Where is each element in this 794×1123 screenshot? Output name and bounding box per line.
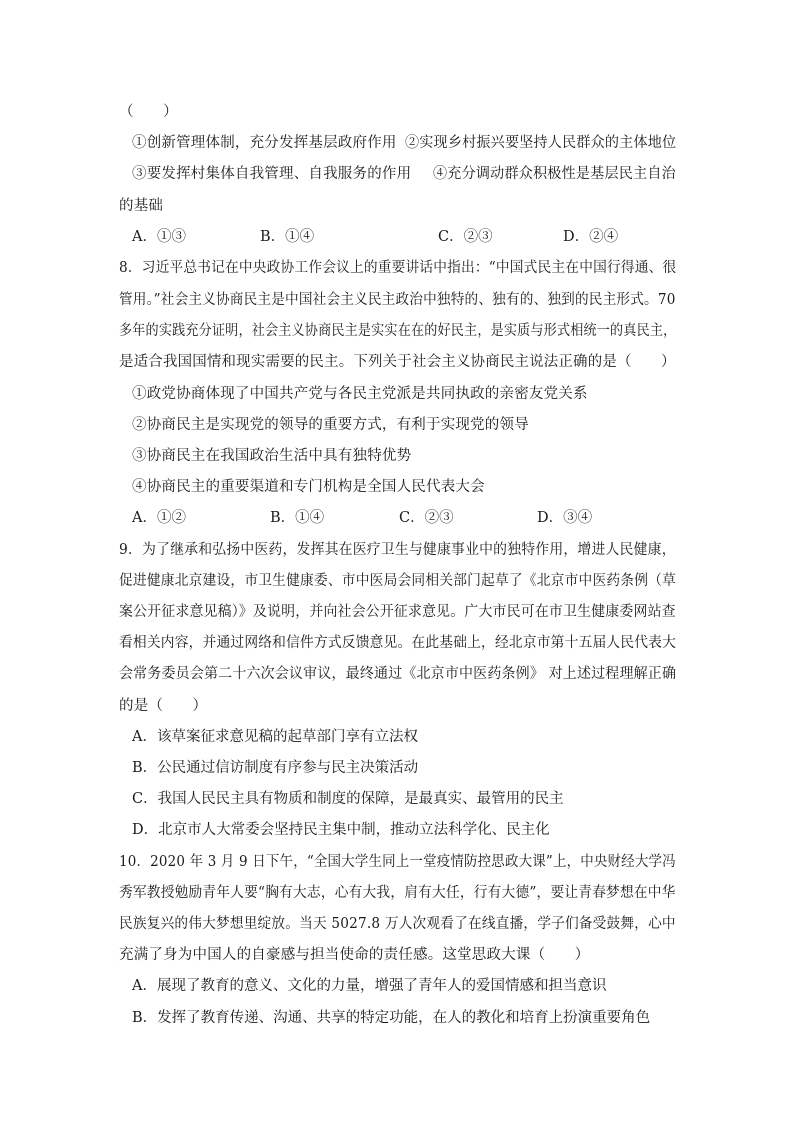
- q7-option-a: A．①③: [132, 229, 186, 245]
- q8-stem-line: 是适合我国国情和现实需要的民主。下列关于社会主义协商民主说法正确的是（ ）: [119, 354, 676, 370]
- q10-stem-line: 秀军教授勉励青年人要“胸有大志，心有大我，肩有大任，行有大德”，要让青春梦想在中华: [119, 885, 676, 901]
- q10-stem-line: 10．2020 年 3 月 9 日下午，“全国大学生同上一堂疫情防控思政大课”上，中央财经大学冯: [119, 854, 676, 870]
- q8-stem-line: 管用。”社会主义协商民主是中国社会主义民主政治中独特的、独有的、独到的民主形式。70: [119, 292, 676, 308]
- q9-option-c: C．我国人民民主具有物质和制度的保障，是最真实、最管用的民主: [132, 791, 564, 807]
- q7-option-c: C．②③: [438, 229, 493, 245]
- q9-stem-line: 会常务委员会第二十六次会议审议，最终通过《北京市中医药条例》 对上述过程理解正确: [119, 666, 677, 682]
- q8-option-b: B．①④: [270, 510, 325, 526]
- q9-option-a: A．该草案征求意见稿的起草部门享有立法权: [132, 729, 418, 745]
- q7-item-2: ②实现乡村振兴要坚持人民群众的主体地位: [405, 135, 677, 151]
- q7-item-4-cont: 的基础: [119, 198, 164, 214]
- q8-option-c: C．②③: [399, 510, 454, 526]
- q8-stem-line: 8．习近平总书记在中央政协工作会议上的重要讲话中指出：“中国式民主在中国行得通、很: [119, 260, 677, 276]
- q8-stem-line: 多年的实践充分证明，社会主义协商民主是实实在在的好民主，是实质与形式相统一的真民主，: [119, 323, 677, 339]
- q9-stem-line: 促进健康北京建设，市卫生健康委、市中医局会同相关部门起草了《北京市中医药条例（草: [119, 573, 677, 589]
- q9-option-b: B．公民通过信访制度有序参与民主决策活动: [132, 760, 419, 776]
- q8-option-a: A．①②: [132, 510, 186, 526]
- q8-item-2: ②协商民主是实现党的领导的重要方式，有利于实现党的领导: [132, 417, 529, 433]
- q9-stem-line: 看相关内容，并通过网络和信件方式反馈意见。在此基础上，经北京市第十五届人民代表大: [119, 635, 677, 651]
- q9-stem-line: 的是（ ）: [119, 698, 208, 714]
- q10-option-b: B．发挥了教育传递、沟通、共享的特定功能，在人的教化和培育上扮演重要角色: [132, 1010, 651, 1026]
- q8-item-4: ④协商民主的重要渠道和专门机构是全国人民代表大会: [132, 479, 485, 495]
- q8-item-3: ③协商民主在我国政治生活中具有独特优势: [132, 448, 412, 464]
- q7-option-d: D．②④: [563, 229, 619, 245]
- q10-option-a: A．展现了教育的意义、文化的力量，增强了青年人的爱国情感和担当意识: [132, 978, 607, 994]
- q7-item-1: ①创新管理体制，充分发挥基层政府作用: [132, 135, 397, 151]
- q8-item-1: ①政党协商体现了中国共产党与各民主党派是共同执政的亲密友党关系: [132, 386, 588, 402]
- q10-stem-line: 充满了身为中国人的自豪感与担当使命的责任感。这堂思政大课（ ）: [119, 947, 590, 963]
- q9-stem-line: 案公开征求意见稿）》及说明，并向社会公开征求意见。广大市民可在市卫生健康委网站查: [119, 604, 676, 620]
- q10-stem-line: 民族复兴的伟大梦想里绽放。当天 5027.8 万人次观看了在线直播，学子们备受鼓舞，心中: [119, 916, 676, 932]
- q7-option-b: B．①④: [260, 229, 315, 245]
- q9-stem-line: 9．为了继承和弘扬中医药，发挥其在医疗卫生与健康事业中的独特作用，增进人民健康，: [119, 542, 676, 558]
- q9-option-d: D．北京市人大常委会坚持民主集中制，推动立法科学化、民主化: [132, 822, 550, 838]
- q8-option-d: D．③④: [537, 510, 593, 526]
- q7-item-3: ③要发挥村集体自我管理、自我服务的作用: [132, 166, 412, 182]
- q7-paren: （ ）: [119, 104, 178, 120]
- q7-item-4: ④充分调动群众积极性是基层民主自治: [433, 166, 676, 182]
